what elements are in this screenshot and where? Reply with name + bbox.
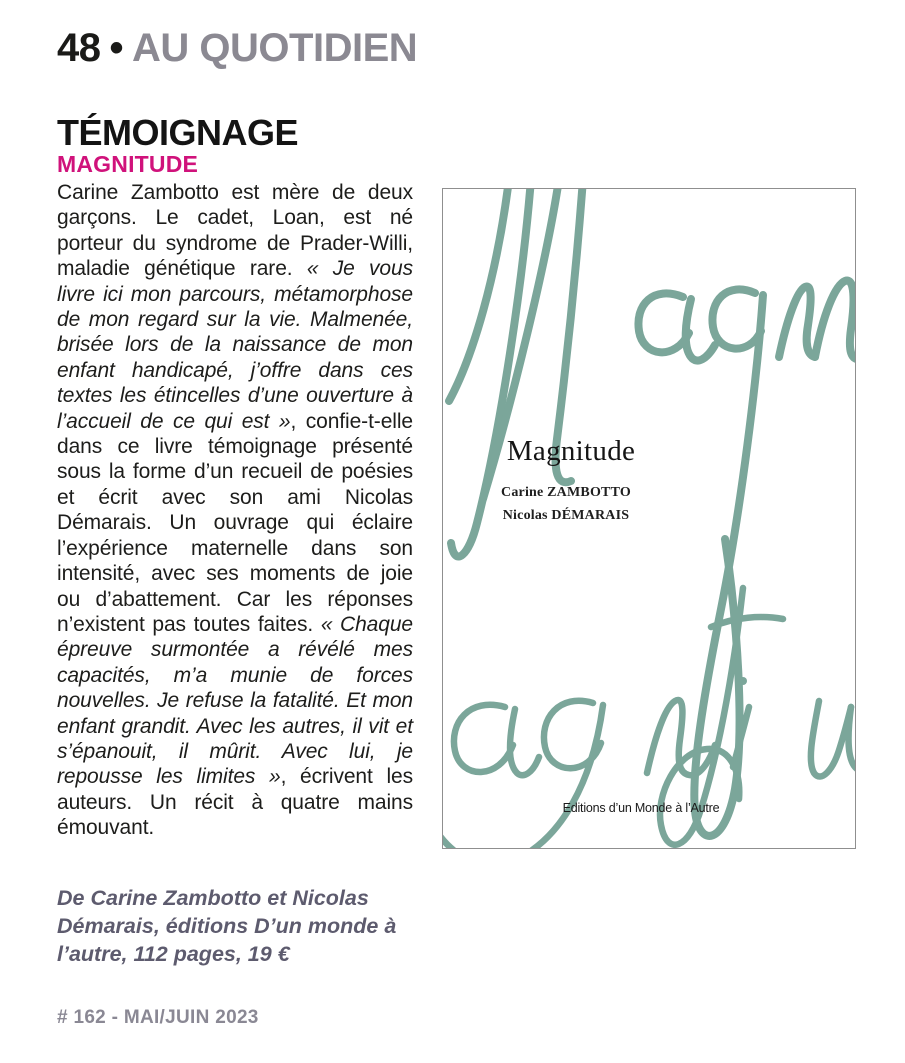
cover-authors [443,481,689,527]
cover-author-line: Carine ZAMBOTTO [501,485,631,500]
article-credit: De Carine Zambotto et Nicolas Démarais, éditions D’un monde à l’autre, 112 pages, 19 € [57,886,397,966]
page-number: 48 [57,26,101,70]
article-kicker: TÉMOIGNAGE [57,112,299,153]
page-header [57,26,417,71]
cover-author-line: Nicolas DÉMARAIS [502,508,630,523]
cover-publisher: Editions d’un Monde à l’Autre [562,801,720,815]
header-separator-dot: • [109,26,124,70]
issue-footer: # 162 - MAI/JUIN 2023 [57,1007,259,1028]
article-body: Carine Zambotto est mère de deux garçons. Le cadet, Loan, est né porteur du syndrome de Prader-Willi, maladie génétique rare. « Je vous livre ici mon parcours, métamorphose de mon regard sur la vie. Malmenée, brisée lors de la naissance de mon enfant handicapé, j’offre dans ces textes les étincelles d’une ouverture à l’accueil de ce qui est », confie-t-elle dans ce livre témoignage présenté sous la forme d’un recueil de poésies et écrit avec son ami Nicolas Démarais. Un ouvrage qui éclaire l’expérience maternelle dans son intensité, avec ses moments de joie ou d’abattement. Car les réponses n’existent pas toutes faites. « Chaque épreuve surmontée a révélé mes capacités, m’a munie de forces nouvelles. Je refuse la fatalité. Et mon enfant grandit. Avec les autres, il vit et s’épanouit, il mûrit. Avec lui, je repousse les limites », écrivent les auteurs. Un récit à quatre mains émouvant. [57,181,414,840]
section-title: AU QUOTIDIEN [132,26,418,70]
book-cover [442,188,856,849]
cover-title: Magnitude [506,435,636,467]
article-title: MAGNITUDE [57,151,199,177]
